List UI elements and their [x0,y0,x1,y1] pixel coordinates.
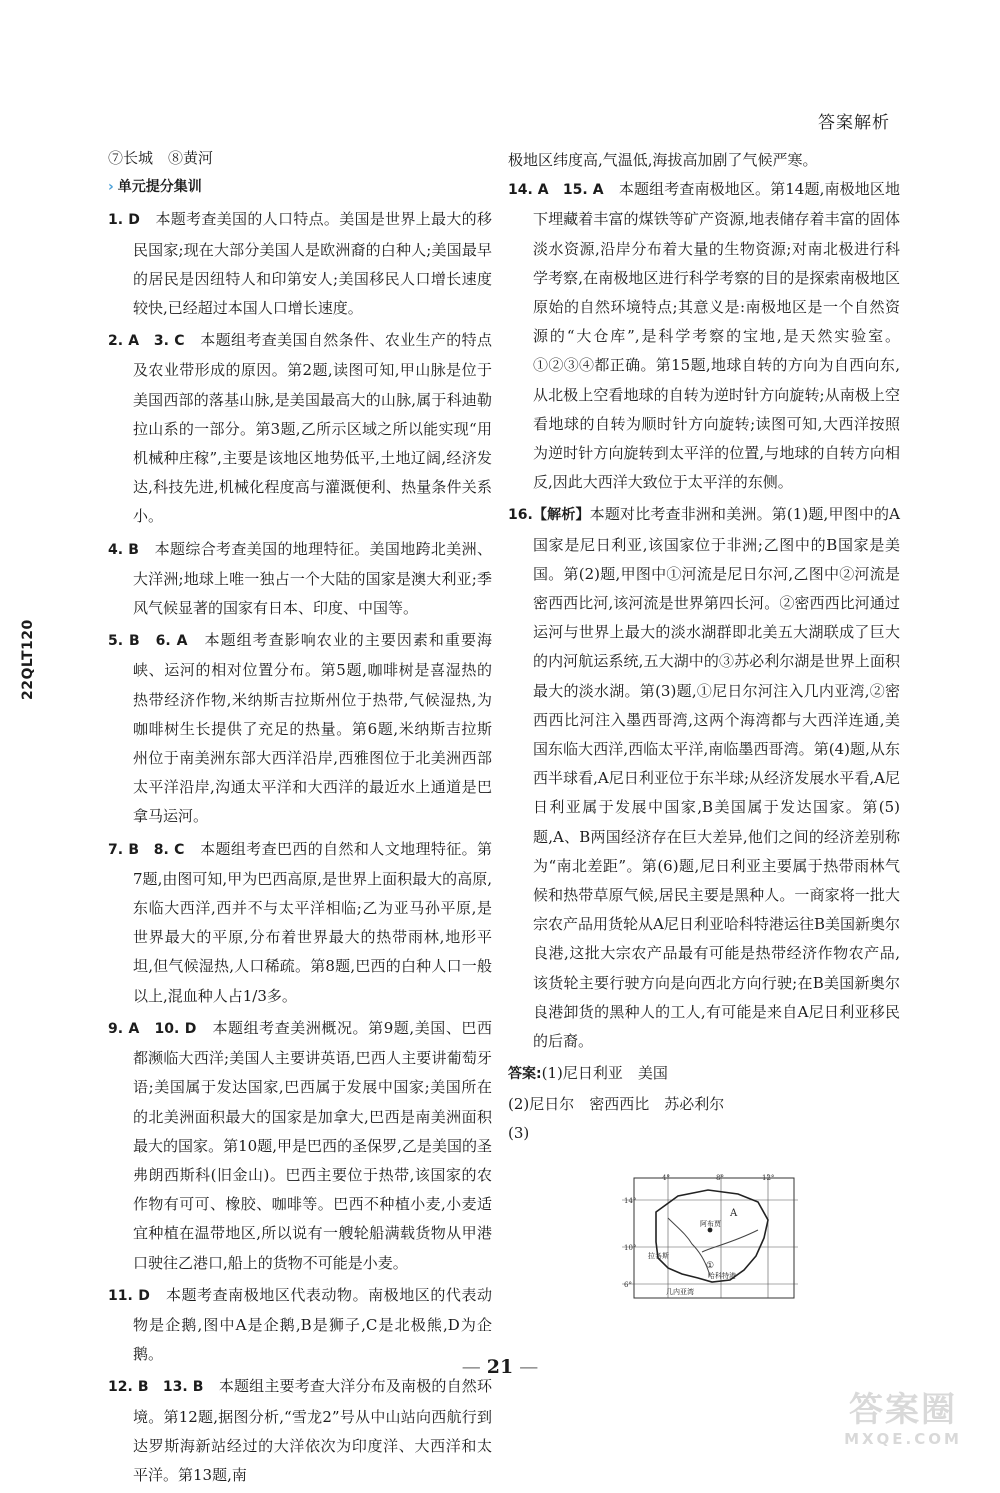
header-title: 答案解析 [818,113,890,133]
page-number-value: 21 [486,1356,514,1378]
entry-number: 14. A 15. A [508,182,604,199]
region-a-label: A [730,1208,738,1219]
entry-text: 本题组考查美洲概况。第9题,美国、巴西都濒临大西洋;美国人主要讲英语,巴西人主要讲葡萄牙语;美国属于发达国家,巴西属于发展中国家;美国所在的北美洲面积最大的国家是加拿大,巴西是南美洲面积最大的国家。第10题,甲是巴西的圣保罗,乙是美国的圣弗朗西斯科(旧金山)。巴西主要位于热带,该国家的农作物有可可、橡胶、咖啡等。巴西不种植小麦,小麦适宜种植在温带地区,所以说有一艘轮船满载货物从甲港口驶往乙港口,船上的货物不可能是小麦。 [133,1018,492,1272]
entry-text: 本题组考查巴西的自然和人文地理特征。第7题,由图可知,甲为巴西高原,是世界上面积最大的高原,东临大西洋,西并不与太平洋相临;乙为亚马孙平原,是世界最大的平原,分布着世界最大的热带雨林,地形平坦,但气候湿热,人口稀疏。第8题,巴西的白种人口一般以上,混血种人占1/3多。 [133,839,492,1005]
entry-text: 本题组考查南极地区。第14题,南极地区地下埋藏着丰富的煤铁等矿产资源,地表储存着丰富的固体淡水资源,沿岸分布着大量的生物资源;对南北极进行科学考察,在南极地区进行科学考察的目的是探索南极地区原始的自然环境特点;其意义是:南极地区是一个自然资源的“大仓库”,是科学考察的宝地,是天然实验室。①②③④都正确。第15题,地球自转的方向为自西向东,从北极上空看地球的自转为逆时针方向旋转;从南极上空看地球的自转为顺时针方向旋转;读图可知,大西洋按照为逆时针方向旋转到太平洋的位置,与地球的自转方向相反,因此大西洋大致位于太平洋的东侧。 [533,180,900,492]
entry-text: 本题组考查影响农业的主要因素和重要海峡、运河的相对位置分布。第5题,咖啡树是喜湿热的热带经济作物,米纳斯吉拉斯州位于热带,气候湿热,为咖啡树生长提供了充足的热量。第6题,米纳斯吉拉斯州位于南美洲东部大西洋沿岸,西雅图位于北美洲西部太平洋沿岸,沟通太平洋和大西洋的最近水上通道是巴拿马运河。 [133,631,492,826]
entry-number: 12. B 13. B [108,1379,204,1396]
lon-label-mid: 8° [716,1174,724,1182]
entry-number: 4. B [108,541,139,558]
continuation-text: 极地区纬度高,气温低,海拔高加剧了气候严寒。 [508,151,818,169]
answer-entry [108,535,492,624]
watermark-logo [828,1390,978,1460]
entry-text: 本题组主要考查大洋分布及南极的自然环境。第12题,据图分析,“雪龙2”号从中山站向西航行到达罗斯海新站经过的大洋依次为印度洋、大西洋和太平洋。第13题,南 [133,1377,492,1484]
answer-line [508,1059,900,1089]
left-column [108,144,492,1493]
section-heading-text: 单元提分集训 [117,179,202,196]
intro-line: ⑦长城 ⑧黄河 [108,149,214,167]
watermark-bottom: MXQE.COM [844,1430,962,1448]
harcourt-label: 哈科特港 [708,1272,736,1280]
answer-entry [108,205,492,323]
gulf-label: 几内亚湾 [666,1288,694,1296]
entry-number: 11. D [108,1287,150,1304]
entry-number: 9. A 10. D [108,1020,197,1037]
entry-text: 本题考查美国的人口特点。美国是世界上最大的移民国家;现在大部分美国人是欧洲裔的白种人;美国最早的居民是因纽特人和印第安人;美国移民人口增长速度较快,已经超过本国人口增长速度。 [133,210,492,318]
answer-entry [108,626,492,831]
answer-line: (3) [508,1123,530,1142]
entry-text: 本题组考查美国自然条件、农业生产的特点及农业带形成的原因。第2题,读图可知,甲山脉是位于美国西部的落基山脉,是美国最高大的山脉,属于科迪勒拉山系的一部分。第3题,乙所示区域之所以能实现“用机械种庄稼”,主要是该地区地势低平,土地辽阔,经济发达,科技先进,机械化程度高与灌溉便利、热量条件关系小。 [133,331,492,526]
answer-entry [508,500,900,1056]
river-marker-label: ① [706,1261,715,1271]
answer-line: (2)尼日尔 密西西比 苏必利尔 [508,1094,725,1113]
lat-label-top: 14° [624,1197,637,1205]
watermark-top: 答案圈 [849,1390,957,1430]
side-code: 22QLT120 [20,619,36,700]
capital-marker [708,1228,713,1233]
lat-label-mid: 10° [624,1244,637,1252]
answer-entry [108,835,492,1011]
answer-entry [108,326,492,531]
answer-text: (1)尼日利亚 美国 [541,1064,668,1083]
entry-number: 16.【解析】 [508,507,590,524]
capital-label: 阿布贾 [700,1220,721,1228]
entry-text: 本题综合考查美国的地理特征。美国地跨北美洲、大洋洲;地球上唯一独占一个大陆的国家是澳大利亚;季风气候显著的国家有日本、印度、中国等。 [133,539,492,618]
entry-number: 1. D [108,212,140,229]
lagos-label: 拉各斯 [648,1252,669,1260]
chevron-right-icon: › [108,179,114,196]
answer-entry [108,1372,492,1490]
lon-label-left: 4° [662,1174,670,1182]
lon-label-right: 12° [762,1174,775,1182]
lat-label-lower: 6° [624,1281,632,1289]
entry-number: 7. B 8. C [108,841,185,858]
page-number: — 21 — [461,1356,539,1378]
entry-number: 5. B 6. A [108,633,188,650]
section-heading [108,173,492,202]
entry-text: 本题对比考查非洲和美洲。第(1)题,甲图中的A国家是尼日利亚,该国家位于非洲;乙图中的B国家是美国。第(2)题,甲图中①河流是尼日尔河,乙图中②河流是密西西比河,该河流是世界第四长河。②密西西比河通过运河与世界上最大的淡水湖群即北美五大湖联成了巨大的内河航运系统,五大湖中的③苏必利尔湖是世界上面积最大的淡水湖。第(3)题,①尼日尔河注入几内亚湾,②密西西比河注入墨西哥湾,这两个海湾都与大西洋连通,美国东临大西洋,西临太平洋,南临墨西哥湾。第(4)题,从东西半球看,A尼日利亚位于东半球;从经济发展水平看,A尼日利亚属于发展中国家,B美国属于发达国家。第(5)题,A、B两国经济存在巨大差异,他们之间的经济差别称为“南北差距”。第(6)题,尼日利亚主要属于热带雨林气候和热带草原气候,居民主要是黑种人。一商家将一批大宗农产品用货轮从A尼日利亚哈科特港运往B美国新奥尔良港,这批大宗农产品最有可能是热带经济作物农产品,该货轮主要行驶方向是向西北方向行驶;在B美国新奥尔良港卸货的黑种人的工人,有可能是来自A尼日利亚移民的后裔。 [533,505,900,1051]
nigeria-map [618,1172,804,1304]
answer-label: 答案: [508,1066,542,1083]
entry-number: 2. A 3. C [108,333,185,350]
entry-text: 本题考查南极地区代表动物。南极地区的代表动物是企鹅,图中A是企鹅,B是狮子,C是北极熊,D为企鹅。 [133,1285,492,1364]
answer-entry [508,175,900,497]
answer-entry [108,1014,492,1278]
right-column [508,146,900,1148]
